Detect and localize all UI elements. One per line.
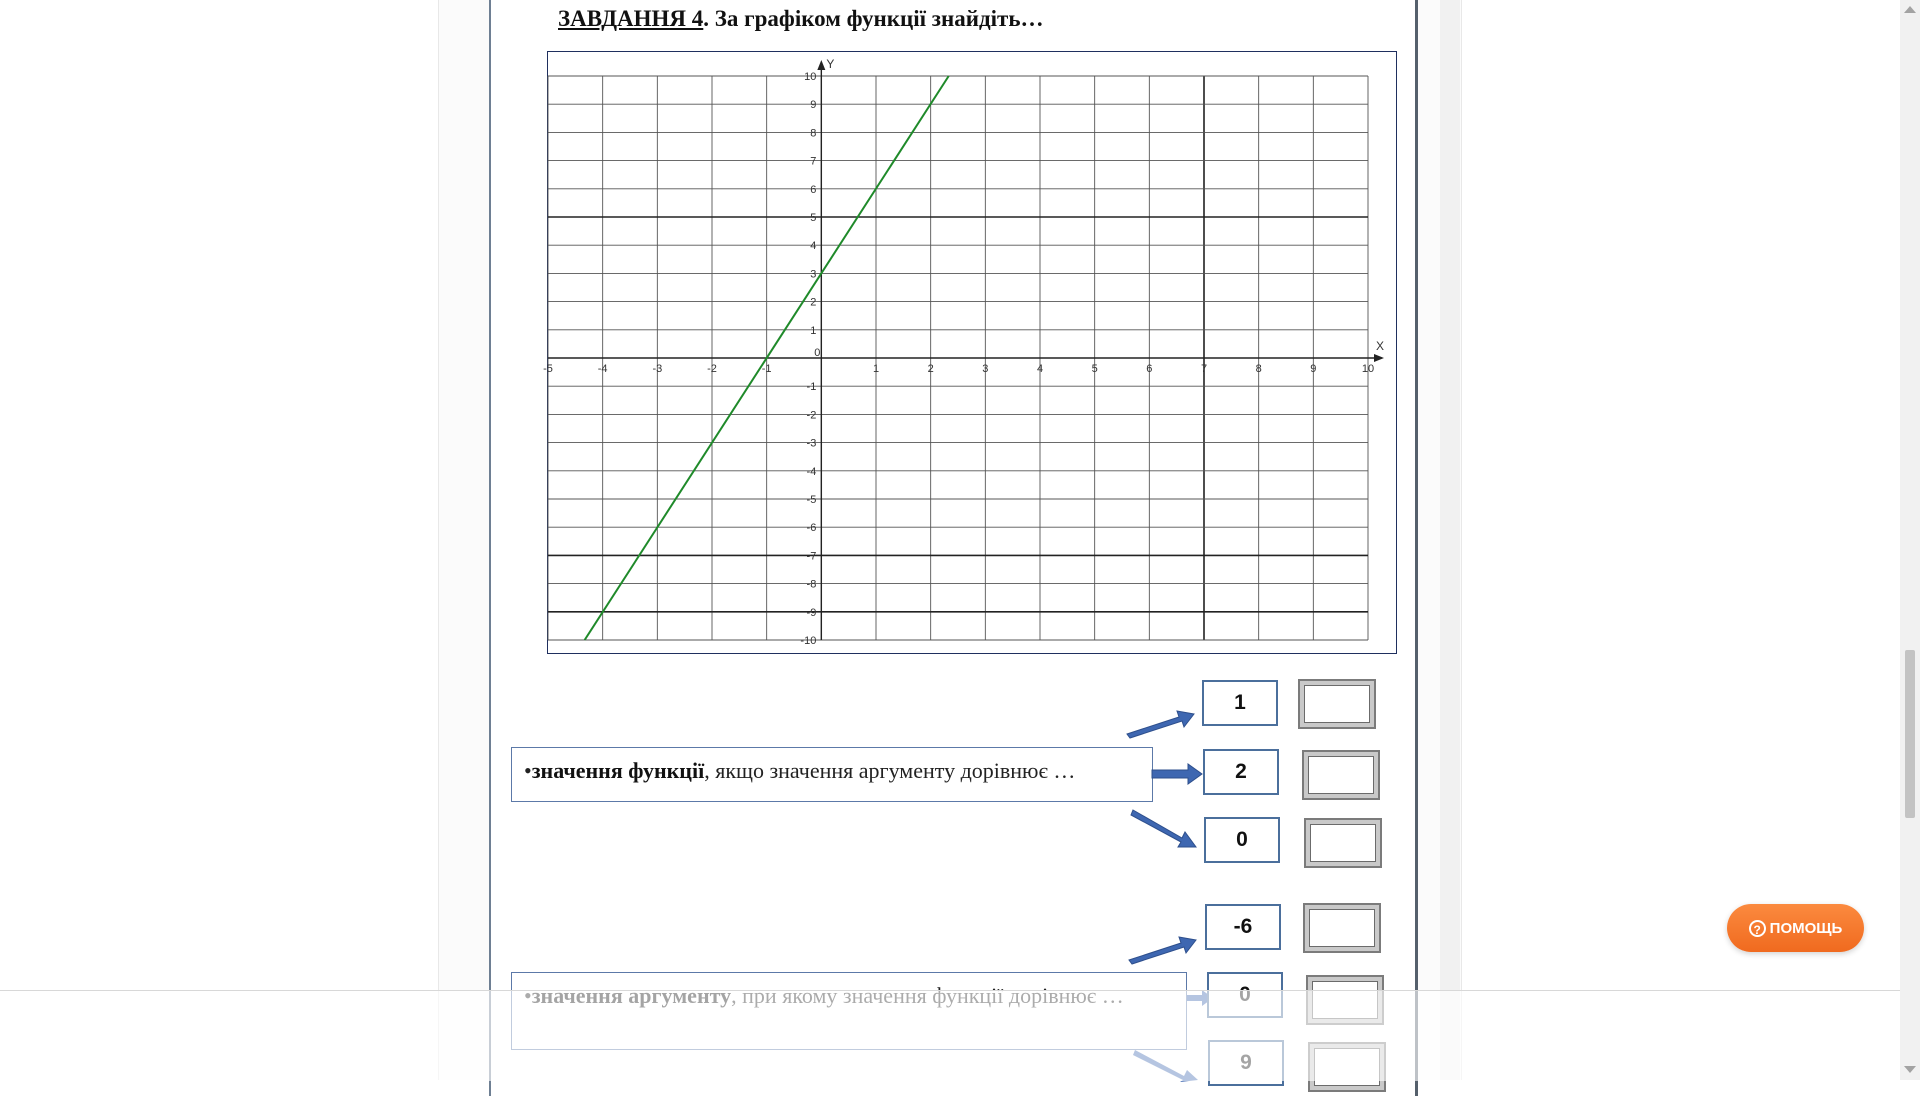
bottom-fade-overlay xyxy=(0,990,1900,1081)
help-button-label: ПОМОЩЬ xyxy=(1769,919,1843,937)
x-tick-label: 0 xyxy=(814,347,821,359)
task-title xyxy=(558,6,1044,32)
option-box-4: -6 xyxy=(1205,904,1281,950)
y-tick-label: 6 xyxy=(810,183,817,196)
y-tick-label: -7 xyxy=(806,550,817,563)
vertical-scrollbar[interactable] xyxy=(1900,0,1920,1080)
x-tick-label: -2 xyxy=(707,363,717,375)
x-tick-label: -5 xyxy=(543,363,553,375)
x-axis-label: X xyxy=(1376,339,1385,353)
arrow-up-right-icon xyxy=(1126,926,1198,966)
question-1-bold: значення функції xyxy=(531,758,705,783)
help-button[interactable] xyxy=(1727,904,1864,952)
answer-input-2[interactable] xyxy=(1302,750,1380,800)
answer-input-1[interactable] xyxy=(1298,679,1376,729)
y-tick-label: -2 xyxy=(806,409,817,422)
function-graph xyxy=(543,51,1397,654)
x-tick-label: -1 xyxy=(761,363,772,375)
y-tick-label: 8 xyxy=(810,127,817,140)
arrow-right-icon xyxy=(1150,762,1206,786)
x-tick-label: -3 xyxy=(652,363,663,375)
x-tick-label: 10 xyxy=(1361,363,1375,375)
x-axis-arrow-icon xyxy=(1374,354,1384,362)
chart-svg xyxy=(543,52,1396,653)
task-title-text: . За графіком функції знайдіть… xyxy=(703,6,1044,31)
scrollbar-thumb[interactable] xyxy=(1905,650,1915,818)
x-tick-label: 7 xyxy=(1200,363,1208,375)
arrow-up-right-icon xyxy=(1124,700,1196,740)
x-tick-label: 9 xyxy=(1310,363,1317,375)
y-tick-label: -5 xyxy=(806,494,817,506)
y-tick-label: 2 xyxy=(810,296,817,309)
y-tick-label: -3 xyxy=(806,437,817,450)
y-tick-label: -4 xyxy=(806,465,817,478)
y-axis-label: Y xyxy=(826,57,835,71)
answer-input-3[interactable] xyxy=(1304,818,1382,868)
option-box-3: 0 xyxy=(1204,817,1280,863)
page-shadow xyxy=(1440,0,1460,1080)
y-tick-label: -1 xyxy=(806,381,817,394)
y-axis-arrow-icon xyxy=(817,60,825,70)
y-tick-label: 4 xyxy=(810,240,817,253)
question-1-text: , якщо значення аргументу дорівнює … xyxy=(704,758,1076,783)
y-tick-label: -8 xyxy=(806,578,817,591)
question-circle-icon: ? xyxy=(1749,920,1766,937)
answer-input-4[interactable] xyxy=(1303,903,1381,953)
option-box-2: 2 xyxy=(1203,749,1279,795)
x-tick-label: 4 xyxy=(1036,363,1044,375)
y-tick-label: 5 xyxy=(810,212,817,224)
x-tick-label: 5 xyxy=(1091,363,1098,375)
x-tick-label: 2 xyxy=(927,363,934,375)
arrow-down-right-icon xyxy=(1130,800,1200,852)
y-tick-label: 9 xyxy=(810,99,817,112)
y-tick-label: -9 xyxy=(806,606,817,619)
scroll-down-icon[interactable] xyxy=(1904,1066,1916,1073)
y-tick-label: 10 xyxy=(804,71,817,83)
y-tick-label: -6 xyxy=(806,522,817,535)
option-box-1: 1 xyxy=(1202,680,1278,726)
y-tick-label: 7 xyxy=(810,155,817,168)
question-prompt-1: •значення функції, якщо значення аргументу дорівнює … xyxy=(511,747,1153,802)
y-tick-label: 1 xyxy=(810,324,817,337)
x-tick-label: -4 xyxy=(597,363,608,375)
x-tick-label: 8 xyxy=(1255,363,1262,375)
y-tick-label: 3 xyxy=(810,268,817,281)
x-tick-label: 3 xyxy=(982,363,989,375)
y-tick-label: -10 xyxy=(800,635,817,647)
x-tick-label: 6 xyxy=(1146,363,1153,375)
task-title-label: ЗАВДАННЯ 4 xyxy=(558,6,704,31)
scroll-up-icon[interactable] xyxy=(1904,6,1916,13)
x-tick-label: 1 xyxy=(872,363,880,375)
